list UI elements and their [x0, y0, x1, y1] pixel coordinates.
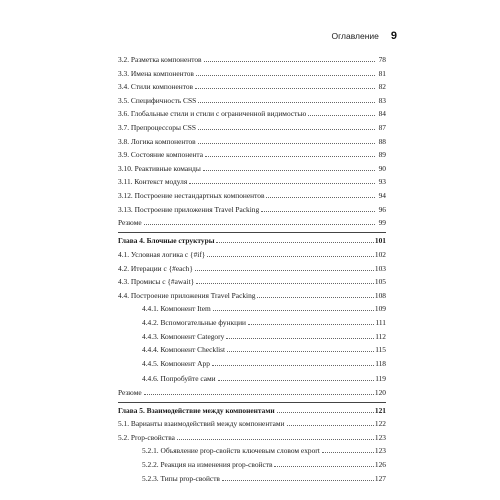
toc-entry-page: 123 — [374, 446, 386, 456]
toc-leader-dots — [266, 197, 375, 198]
toc-entry[interactable] — [118, 178, 386, 186]
toc-entry[interactable] — [118, 346, 386, 354]
toc-leader-dots — [144, 224, 375, 225]
toc-entry-page: 109 — [374, 304, 386, 314]
toc-entry[interactable] — [118, 461, 386, 469]
toc-entry-page: 115 — [375, 345, 386, 355]
toc-entry-page: 121 — [374, 405, 386, 415]
toc-leader-dots — [195, 270, 374, 271]
toc-entry-label: 3.2. Разметка компонентов — [118, 55, 202, 64]
toc-entry-label: 4.4.3. Компонент Category — [142, 331, 225, 341]
toc-entry[interactable] — [118, 475, 386, 483]
toc-entry-page: 78 — [378, 55, 386, 64]
toc-leader-dots — [189, 183, 375, 184]
toc-entry-page: 123 — [374, 432, 386, 442]
toc-entry-page: 126 — [374, 460, 386, 469]
toc-entry[interactable] — [118, 192, 386, 200]
toc-entry[interactable] — [118, 447, 386, 455]
toc-entry-label: 3.10. Реактивные команды — [118, 163, 201, 173]
toc-leader-dots — [322, 452, 374, 453]
toc-entry-label: 5.2. Prop-свойства — [118, 432, 175, 442]
toc-entry-label: 3.3. Имена компонентов — [118, 68, 194, 78]
toc-entry[interactable] — [118, 110, 386, 118]
toc-leader-dots — [205, 156, 375, 157]
toc-entry-page: 127 — [374, 473, 386, 483]
toc-leader-dots — [198, 102, 375, 103]
chapter-divider-rule — [118, 232, 386, 233]
toc-entry-page: 118 — [375, 358, 386, 368]
toc-leader-dots — [308, 115, 375, 116]
toc-entry-label: 4.3. Промисы с {#await} — [118, 277, 195, 287]
page-number: 9 — [390, 30, 397, 42]
toc-entry-label: 3.4. Стили компонентов — [118, 82, 194, 92]
toc-entry-label: 3.12. Построение нестандартных компонентов — [118, 191, 265, 200]
toc-entry-page: 101 — [374, 236, 386, 245]
toc-entry[interactable] — [118, 165, 386, 173]
toc-entry[interactable] — [118, 151, 386, 159]
toc-leader-dots — [261, 211, 375, 212]
toc-entry-page: 94 — [378, 191, 386, 200]
toc-entry-page: 89 — [378, 150, 386, 160]
toc-entry-label: 4.4.5. Компонент App — [142, 358, 210, 368]
toc-entry-label: Глава 5. Взаимодействие между компонентами — [118, 405, 275, 415]
toc-entry-label: 4.4.2. Вспомогательные функции — [142, 318, 247, 327]
toc-entry-page: 102 — [374, 250, 386, 259]
toc-entry-label: 3.6. Глобальные стили и стили с ограниченной видимостью — [118, 109, 307, 119]
toc-leader-dots — [196, 283, 374, 284]
toc-entry-page: 111 — [375, 318, 386, 327]
toc-chapter-entry[interactable] — [118, 237, 386, 245]
toc-entry-page: 112 — [375, 331, 386, 341]
toc-leader-dots — [277, 412, 374, 413]
toc-entry-page: 105 — [374, 277, 386, 287]
toc-entry-label: 4.4.1. Компонент Item — [142, 304, 211, 314]
toc-entry-label: Глава 4. Блочные структуры — [118, 236, 215, 245]
toc-entry-label: 5.1. Варианты взаимодействий между компонентами — [118, 419, 285, 429]
toc-leader-dots — [287, 425, 374, 426]
toc-entry[interactable] — [118, 206, 386, 214]
toc-entry-label: 5.2.2. Реакция на изменения prop-свойств — [142, 460, 273, 469]
toc-entry[interactable] — [118, 278, 386, 286]
toc-entry[interactable] — [118, 434, 386, 442]
toc-entry-page: 96 — [378, 204, 386, 214]
toc-entry[interactable] — [118, 70, 386, 78]
toc-entry[interactable] — [118, 265, 386, 273]
toc-entry[interactable] — [118, 333, 386, 341]
toc-entry-label: 4.1. Условная логика с {#if} — [118, 250, 206, 259]
toc-leader-dots — [207, 256, 374, 257]
toc-entry-page: 81 — [378, 68, 386, 78]
toc-entry-page: 108 — [374, 290, 386, 300]
toc-leader-dots — [212, 365, 374, 366]
toc-entry-label: 3.8. Логика компонентов — [118, 136, 196, 146]
toc-entry-label: 4.4.6. Попробуйте сами — [142, 374, 216, 384]
toc-entry[interactable] — [118, 251, 386, 259]
toc-entry-page: 84 — [378, 109, 386, 119]
toc-leader-dots — [213, 310, 374, 311]
toc-entry-label: Резюме — [118, 387, 142, 397]
running-header-title: Оглавление — [331, 31, 379, 41]
toc-entry[interactable] — [118, 389, 386, 397]
toc-entry-label: 4.4.4. Компонент Checklist — [142, 345, 226, 355]
toc-entry[interactable] — [118, 124, 386, 132]
toc-entry-label: 3.5. Специфичность CSS — [118, 95, 197, 105]
toc-leader-dots — [195, 88, 375, 89]
toc-entry-label: 3.13. Построение приложения Travel Packing — [118, 204, 260, 214]
toc-entry[interactable] — [118, 97, 386, 105]
toc-leader-dots — [203, 170, 375, 171]
toc-entry-label: 3.7. Препроцессоры CSS — [118, 123, 196, 132]
toc-entry[interactable] — [118, 219, 386, 227]
toc-leader-dots — [222, 480, 374, 481]
toc-leader-dots — [198, 143, 375, 144]
toc-leader-dots — [177, 439, 374, 440]
toc-entry-label: 5.2.3. Типы prop-свойств — [142, 473, 220, 483]
toc-entry-label: 3.9. Состояние компонента — [118, 150, 204, 160]
running-header — [331, 30, 397, 42]
toc-leader-dots — [144, 394, 374, 395]
toc-entry-page: 87 — [378, 123, 386, 132]
toc-entry-page: 93 — [378, 177, 386, 187]
toc-entry-page: 122 — [374, 419, 386, 429]
toc-entry-page: 99 — [378, 218, 386, 228]
toc-entry[interactable] — [118, 292, 386, 300]
toc-leader-dots — [274, 466, 373, 467]
toc-leader-dots — [257, 297, 373, 298]
toc-leader-dots — [198, 129, 375, 130]
toc-chapter-entry[interactable] — [118, 407, 386, 415]
toc-entry[interactable] — [118, 305, 386, 313]
toc-leader-dots — [216, 242, 373, 243]
toc-entry-label: Резюме — [118, 218, 142, 228]
toc-entry[interactable] — [118, 138, 386, 146]
toc-entry-label: 5.2.1. Объявление prop-свойств ключевым словом export — [142, 446, 320, 456]
toc-leader-dots — [218, 380, 375, 381]
chapter-divider-rule — [118, 402, 386, 403]
toc-entry[interactable] — [118, 420, 386, 428]
toc-entry[interactable] — [118, 83, 386, 91]
toc-leader-dots — [248, 324, 374, 325]
toc-entry-page: 82 — [378, 82, 386, 92]
toc-entry-page: 88 — [378, 136, 386, 146]
toc-entry[interactable] — [118, 360, 386, 368]
toc-entry-page: 90 — [378, 163, 386, 173]
toc-leader-dots — [204, 61, 375, 62]
toc-entry-page: 83 — [378, 95, 386, 105]
toc-leader-dots — [196, 75, 375, 76]
toc-entry[interactable] — [118, 56, 386, 64]
toc-entry-label: 4.4. Построение приложения Travel Packing — [118, 290, 256, 300]
toc-leader-dots — [227, 351, 374, 352]
toc-entry[interactable] — [118, 375, 386, 383]
toc-entry-page: 119 — [375, 374, 386, 384]
toc-entry-label: 4.2. Итерации с {#each} — [118, 263, 193, 273]
toc-entry-label: 3.11. Контекст модуля — [118, 177, 188, 187]
toc-entry-page: 103 — [374, 263, 386, 273]
toc-leader-dots — [226, 338, 374, 339]
toc-entry-page: 120 — [374, 387, 386, 397]
toc-entry[interactable] — [118, 319, 386, 327]
